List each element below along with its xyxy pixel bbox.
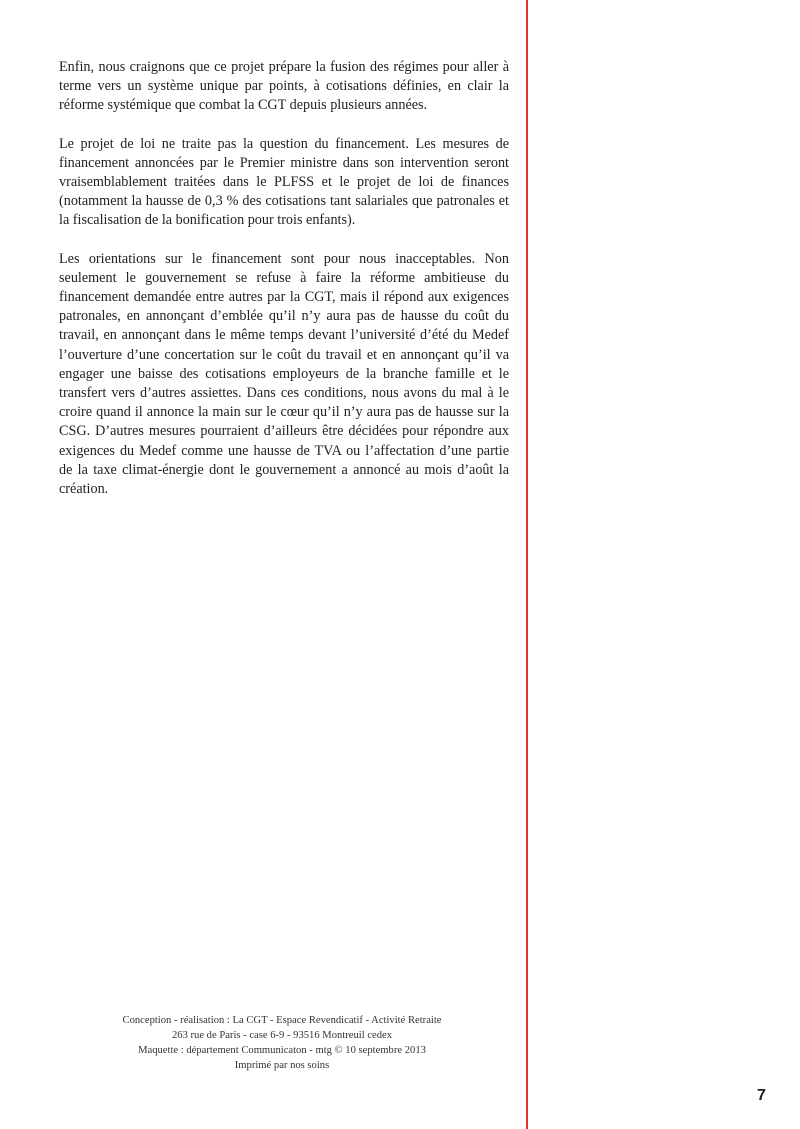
colophon-printing: Imprimé par nos soins [234, 1060, 330, 1071]
body-text [59, 58, 509, 518]
vertical-red-rule [526, 0, 528, 1129]
paragraph-fusion-regimes: Enfin, nous craignons que ce projet prépare la fusion des régimes pour aller à terme vers un système unique par points, à cotisations définies, en clair la réforme systémique que combat la CGT depuis plusieurs années. [59, 59, 509, 114]
colophon-layout: Maquette : département Communicaton - mtg © 10 septembre 2013 [138, 1045, 426, 1056]
colophon-conception: Conception - réalisation : La CGT - Espace Revendicatif - Activité Retraite [122, 1015, 442, 1026]
page-number: 7 [757, 1087, 766, 1104]
colophon [80, 1013, 484, 1073]
paragraph-financement: Le projet de loi ne traite pas la question du financement. Les mesures de financement annoncées par le Premier ministre dans son intervention seront vraisemblablement traitées dans le PLFSS et le projet de loi de finances (notamment la hausse de 0,3 % des cotisations tant salariales que patronales et la fiscalisation de la bonification pour trois enfants). [59, 135, 509, 229]
paragraph-orientations: Les orientations sur le financement sont pour nous inacceptables. Non seulement le gouvernement se refuse à faire la réforme ambitieuse du financement demandée entre autres par la CGT, mais il répond aux exigences patronales, en annonçant d’emblée qu’il n’y aura pas de hausse du coût du travail, en annonçant dans le même temps devant l’université d’été du Medef l’ouverture d’une concertation sur le coût du travail et en annonçant qu’il va engager une baisse des cotisations employeurs de la branche famille et le transfert vers d’autres assiettes. Dans ces conditions, nous avons du mal à le croire quand il annonce la main sur le cœur qu’il n’y aura pas de hausse sur la CSG. D’autres mesures pourraient d’ailleurs être décidées pour répondre aux exigences du Medef comme une hausse de TVA ou l’affectation d’une partie de la taxe climat-énergie dont le gouvernement a annoncé au mois d’août la création. [59, 250, 509, 498]
colophon-address: 263 rue de Paris - case 6-9 - 93516 Montreuil cedex [171, 1030, 393, 1041]
